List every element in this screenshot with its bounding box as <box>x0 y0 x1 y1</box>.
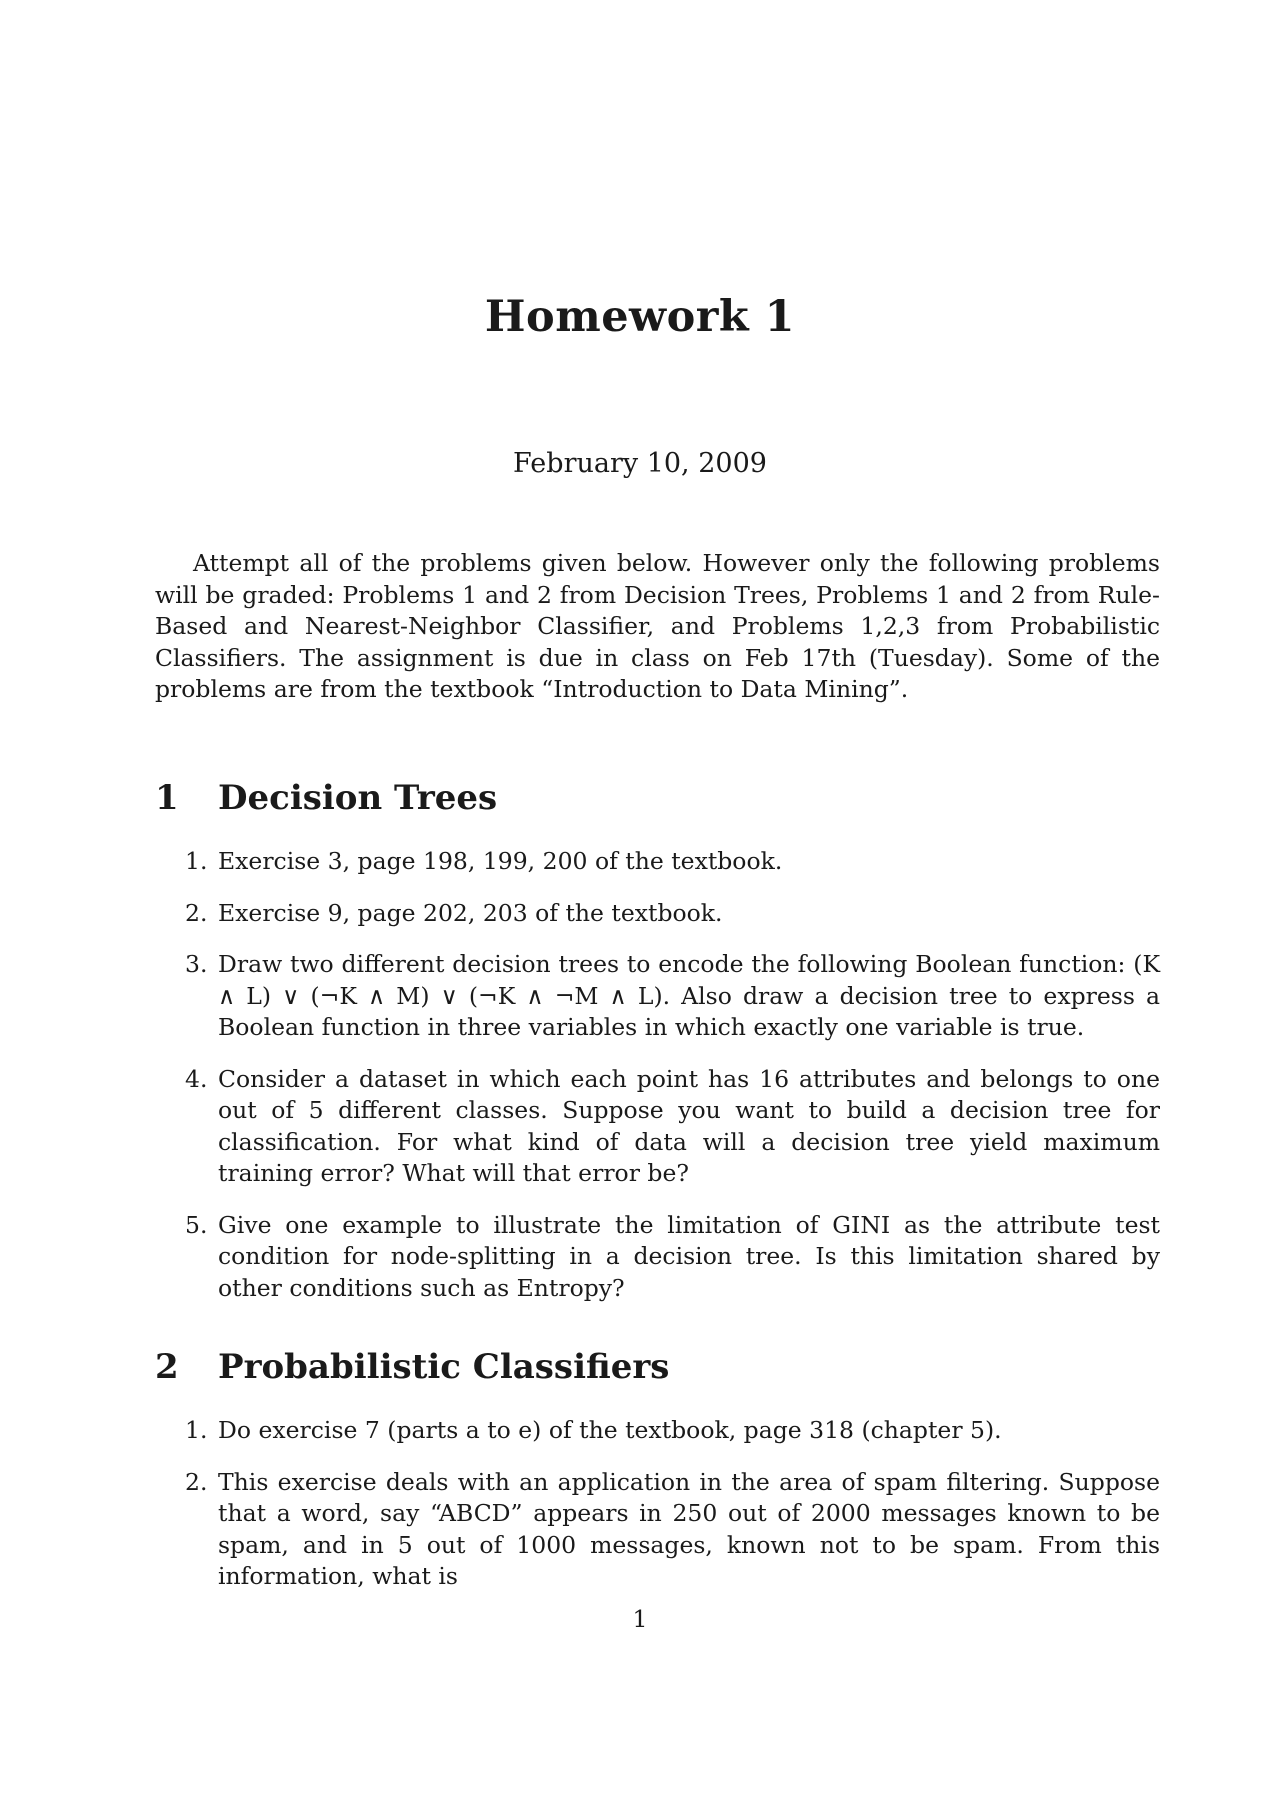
probabilistic-classifiers-problem-list <box>155 1415 1160 1613</box>
list-item <box>155 949 1160 1044</box>
section-title: Decision Trees <box>218 778 498 818</box>
item-text: Draw two different decision trees to encode the following Boolean function: (K ∧ L) ∨ (¬K ∧ M) ∨ (¬K ∧ ¬M ∧ L). Also draw a decision tree to express a Boolean function in three variables in which exactly one variable is true. <box>218 950 1160 1041</box>
list-item <box>155 846 1160 878</box>
document-title: Homework 1 <box>484 292 796 342</box>
list-item <box>155 1467 1160 1593</box>
item-text: Give one example to illustrate the limitation of GINI as the attribute test condition for node-splitting in a decision tree. Is this limitation shared by other conditions such as Entropy? <box>218 1210 1160 1302</box>
list-item <box>155 1415 1160 1447</box>
list-item <box>155 1210 1160 1305</box>
item-number: 1. <box>185 1416 208 1444</box>
section-heading-decision-trees <box>155 778 497 818</box>
page-number: 1 <box>632 1605 648 1633</box>
decision-trees-problem-list <box>155 846 1160 1324</box>
item-text: Do exercise 7 (parts a to e) of the textbook, page 318 (chapter 5). <box>218 1416 1002 1444</box>
section-number: 2 <box>155 1347 179 1387</box>
section-number: 1 <box>155 778 179 818</box>
document-date: February 10, 2009 <box>513 448 767 479</box>
list-item <box>155 898 1160 930</box>
section-title: Probabilistic Classifiers <box>218 1347 670 1387</box>
item-number: 1. <box>185 847 208 875</box>
item-text: Exercise 3, page 198, 199, 200 of the textbook. <box>218 847 783 875</box>
item-number: 5. <box>185 1210 208 1239</box>
item-number: 3. <box>185 950 208 978</box>
list-item <box>155 1064 1160 1190</box>
item-text: This exercise deals with an application in the area of spam filtering. Suppose that a word, say “ABCD” appears in 250 out of 2000 messages known to be spam, and in 5 out of 1000 messages, known not to be spam. From this information, what is <box>218 1467 1160 1590</box>
item-text: Exercise 9, page 202, 203 of the textbook. <box>218 898 723 927</box>
intro-paragraph: Attempt all of the problems given below. However only the following problems will be graded: Problems 1 and 2 from Decision Trees, Problems 1 and 2 from Rule-Based and Nearest-Neighbor Classifier, and Problems 1,2,3 from Probabilistic Classifiers. The assignment is due in class on Feb 17th (Tuesday). Some of the problems are from the textbook “Introduction to Data Mining”. <box>155 549 1160 703</box>
item-number: 2. <box>185 898 208 927</box>
item-number: 4. <box>185 1064 208 1093</box>
item-number: 2. <box>185 1467 208 1496</box>
section-heading-probabilistic-classifiers <box>155 1347 669 1387</box>
item-text: Consider a dataset in which each point has 16 attributes and belongs to one out of 5 different classes. Suppose you want to build a decision tree for classification. For what kind of data will a decision tree yield maximum training error? What will that error be? <box>218 1064 1160 1187</box>
